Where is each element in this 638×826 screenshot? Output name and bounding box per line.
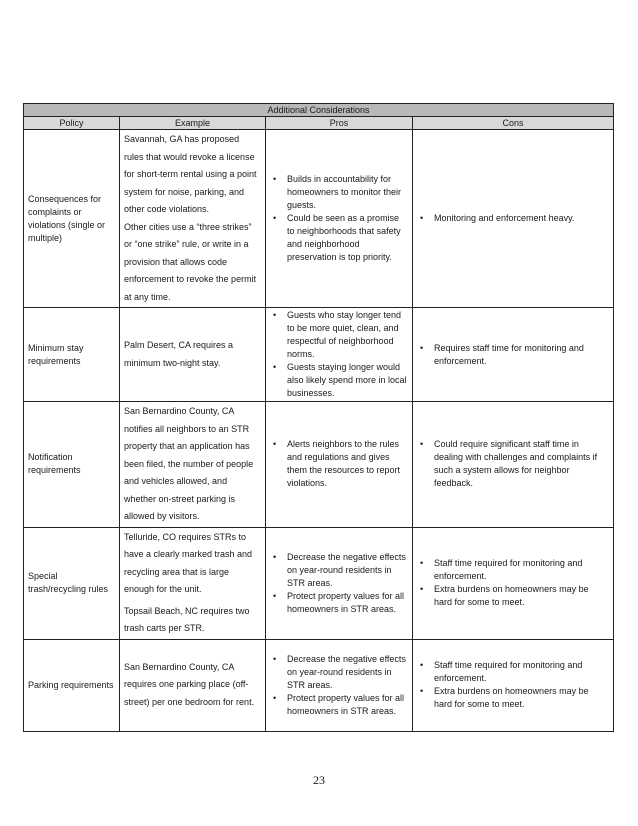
policy-cell: Notification requirements: [24, 402, 120, 528]
page-number: 23: [313, 773, 325, 787]
example-text: Palm Desert, CA requires a minimum two-night stay.: [124, 340, 234, 368]
pros-item: • Guests staying longer would also likely spend more in local businesses.: [270, 361, 408, 400]
example-cell: [120, 130, 266, 308]
example-text: San Bernardino County, CA notifies all neighbors to an STR property that an application has been filed, the number of people and vehicles allowed, and whether on-street parking is allowed by visitors.: [124, 406, 254, 521]
example-cell: [120, 402, 266, 528]
cons-cell: [413, 639, 614, 731]
example-cell: [120, 527, 266, 639]
pros-cell: [266, 527, 413, 639]
policy-cell: Consequences for complaints or violations (single or multiple): [24, 130, 120, 308]
example-text: Savannah, GA has proposed rules that would revoke a license for short-term rental using a point system for noise, parking, and other code violations.: [124, 134, 257, 214]
cons-cell: [413, 402, 614, 528]
table-row: [24, 130, 614, 308]
table-row: [24, 527, 614, 639]
example-text: Topsail Beach, NC requires two trash carts per STR.: [124, 605, 250, 633]
column-header-policy: Policy: [24, 117, 120, 130]
cons-cell: [413, 308, 614, 402]
additional-considerations-table: [23, 103, 614, 732]
pros-item: • Protect property values for all homeowners in STR areas.: [270, 590, 408, 616]
pros-cell: [266, 639, 413, 731]
policy-cell: Special trash/recycling rules: [24, 527, 120, 639]
pros-item: • Guests who stay longer tend to be more quiet, clean, and respectful of neighborhood norms.: [270, 309, 408, 361]
example-text: Other cities use a “three strikes” or “one strike” rule, or write in a provision that allows code enforcement to revoke the permit at any time.: [124, 221, 257, 302]
cons-item: • Staff time required for monitoring and enforcement.: [417, 557, 609, 583]
pros-cell: [266, 402, 413, 528]
cons-item: • Monitoring and enforcement heavy.: [417, 212, 609, 225]
pros-cell: [266, 308, 413, 402]
cons-cell: [413, 527, 614, 639]
pros-item: • Could be seen as a promise to neighborhoods that safety and neighborhood preservation is top priority.: [270, 212, 408, 264]
example-text: Telluride, CO requires STRs to have a clearly marked trash and recycling area that is large enough for the unit.: [124, 531, 253, 594]
pros-cell: [266, 130, 413, 308]
cons-item: • Extra burdens on homeowners may be hard for some to meet.: [417, 685, 609, 711]
table-caption: Additional Considerations: [24, 104, 614, 117]
pros-item: • Decrease the negative effects on year-round residents in STR areas.: [270, 551, 408, 590]
cons-cell: [413, 130, 614, 308]
pros-item: • Builds in accountability for homeowners to monitor their guests.: [270, 173, 408, 212]
table-row: [24, 639, 614, 731]
column-header-cons: Cons: [413, 117, 614, 130]
cons-item: • Staff time required for monitoring and enforcement.: [417, 659, 609, 685]
pros-item: • Decrease the negative effects on year-round residents in STR areas.: [270, 653, 408, 692]
table-row: [24, 402, 614, 528]
example-text: San Bernardino County, CA requires one parking place (off-street) per one bedroom for rent.: [124, 661, 255, 707]
policy-cell: Minimum stay requirements: [24, 308, 120, 402]
table-row: [24, 308, 614, 402]
cons-item: • Could require significant staff time in dealing with challenges and complaints if such a system allows for neighbor feedback.: [417, 438, 609, 490]
example-cell: [120, 639, 266, 731]
cons-item: • Extra burdens on homeowners may be hard for some to meet.: [417, 583, 609, 609]
example-cell: [120, 308, 266, 402]
column-header-example: Example: [120, 117, 266, 130]
cons-item: • Requires staff time for monitoring and enforcement.: [417, 342, 609, 368]
pros-item: • Protect property values for all homeowners in STR areas.: [270, 692, 408, 718]
policy-cell: Parking requirements: [24, 639, 120, 731]
column-header-pros: Pros: [266, 117, 413, 130]
pros-item: • Alerts neighbors to the rules and regulations and gives them the resources to report violations.: [270, 438, 408, 490]
